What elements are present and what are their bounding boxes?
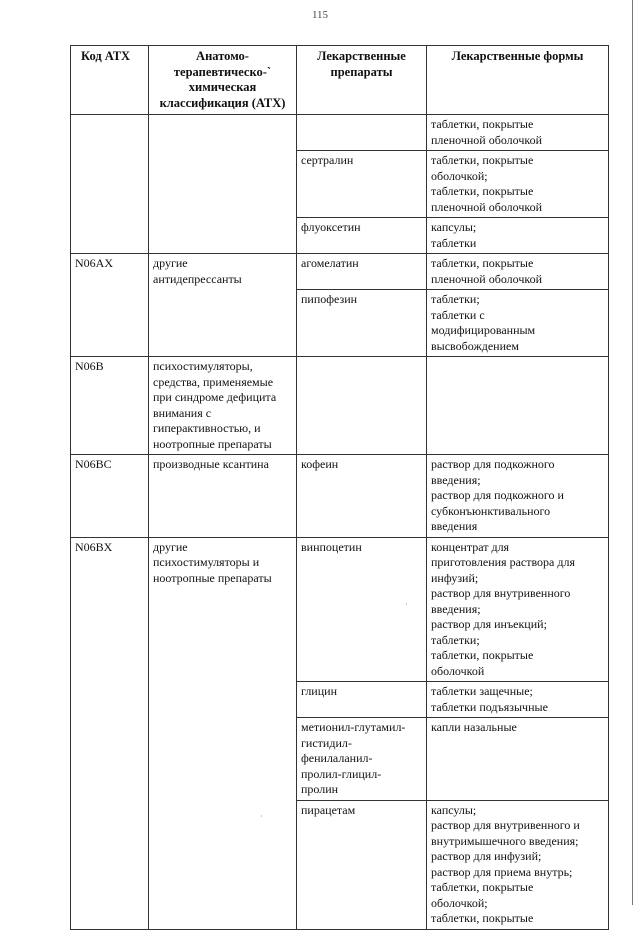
drug-cell: пипофезин xyxy=(297,290,427,357)
atc-class-cell: производные ксантина xyxy=(149,455,297,538)
drug-cell: сертралин xyxy=(297,151,427,218)
header-drugs: Лекарственные препараты xyxy=(297,46,427,115)
drug-cell: агомелатин xyxy=(297,254,427,290)
drug-cell: метионил-глутамил- гистидил- фенилаланил- пролил-глицил- пролин xyxy=(297,718,427,801)
drug-cell xyxy=(297,357,427,455)
atc-class-cell: другие психостимуляторы и ноотропные препараты xyxy=(149,537,297,929)
atc-code-cell: N06BC xyxy=(71,455,149,538)
drug-cell: глицин xyxy=(297,682,427,718)
forms-cell: таблетки, покрытые оболочкой; таблетки, покрытые пленочной оболочкой xyxy=(427,151,609,218)
drug-cell xyxy=(297,115,427,151)
page-edge-line xyxy=(632,0,633,905)
drug-cell: пирацетам xyxy=(297,800,427,929)
atc-code-cell xyxy=(71,115,149,254)
drug-cell: кофеин xyxy=(297,455,427,538)
forms-cell: раствор для подкожного введения; раствор для подкожного и субконъюнктивального введения xyxy=(427,455,609,538)
forms-cell: таблетки защечные; таблетки подъязычные xyxy=(427,682,609,718)
atc-code-cell: N06B xyxy=(71,357,149,455)
scan-speck: · xyxy=(405,600,408,609)
table-row xyxy=(71,537,609,682)
header-dosage-forms: Лекарственные формы xyxy=(427,46,609,115)
page-number: 115 xyxy=(311,9,329,21)
table-header-row xyxy=(71,46,609,115)
forms-cell: капли назальные xyxy=(427,718,609,801)
drug-cell: винпоцетин xyxy=(297,537,427,682)
atc-drug-table xyxy=(70,45,609,930)
table-row xyxy=(71,254,609,290)
forms-cell xyxy=(427,357,609,455)
scan-speck: · xyxy=(260,812,263,821)
atc-class-cell xyxy=(149,115,297,254)
header-atc-classification: Анатомо- терапевтическо-` химическая классификация (АТХ) xyxy=(149,46,297,115)
header-atc-code: Код АТХ xyxy=(71,46,149,115)
forms-cell: капсулы; таблетки xyxy=(427,218,609,254)
forms-cell: таблетки, покрытые пленочной оболочкой xyxy=(427,254,609,290)
forms-cell: концентрат для приготовления раствора для инфузий; раствор для внутривенного введения; раствор для инъекций; таблетки; таблетки, покрытые оболочкой xyxy=(427,537,609,682)
table-row xyxy=(71,115,609,151)
forms-cell: капсулы; раствор для внутривенного и внутримышечного введения; раствор для инфузий; раствор для приема внутрь; таблетки, покрытые оболочкой; таблетки, покрытые xyxy=(427,800,609,929)
atc-class-cell: другие антидепрессанты xyxy=(149,254,297,357)
atc-class-cell: психостимуляторы, средства, применяемые при синдроме дефицита внимания с гиперактивностью, и ноотропные препараты xyxy=(149,357,297,455)
forms-cell: таблетки; таблетки с модифицированным высвобождением xyxy=(427,290,609,357)
forms-cell: таблетки, покрытые пленочной оболочкой xyxy=(427,115,609,151)
atc-code-cell: N06AX xyxy=(71,254,149,357)
atc-code-cell: N06BX xyxy=(71,537,149,929)
table-row xyxy=(71,455,609,538)
table-row xyxy=(71,357,609,455)
drug-cell: флуоксетин xyxy=(297,218,427,254)
